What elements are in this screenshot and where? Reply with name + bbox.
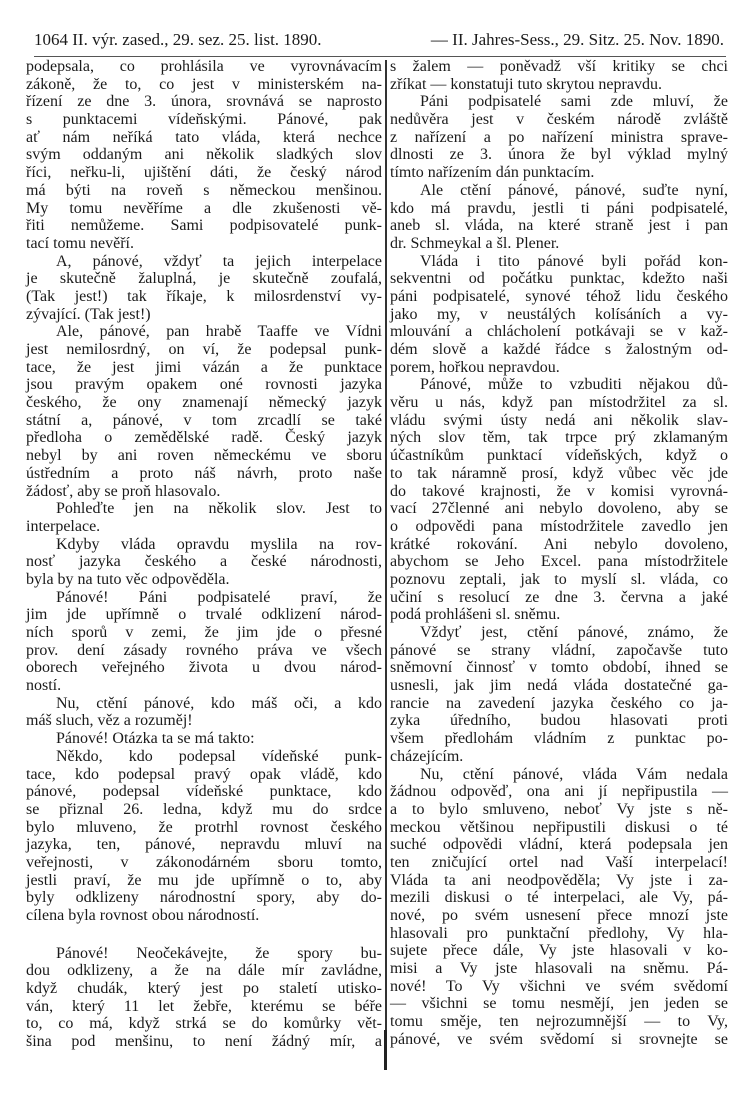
text-line: cílena byla rovnost obou národností. <box>26 907 260 924</box>
text-line: zříkat — konstatuji tuto skrytou nepravdu. <box>390 75 662 93</box>
text-line: ať nám neříká tato vláda, která nechce <box>26 128 382 146</box>
text-line: poznovu zeptali, jak to myslí sl. vláda, co <box>390 570 728 588</box>
text-line: Pánové! Otázka ta se má takto: <box>56 730 255 748</box>
text-line: kdo má pravdu, jestli ti páni podpisatelé, <box>390 199 728 217</box>
text-line: říci, neřku-li, ujištění dáti, že český národ <box>26 164 382 182</box>
text-line: Pohleďte jen na několik slov. Jest to <box>56 500 382 518</box>
text-line: oborech veřejného života u dvou národ- <box>26 659 382 677</box>
text-line: nedůvěra jest v českém národě zvláště <box>390 111 728 129</box>
text-line: Kdyby vláda opravdu myslila na rov- <box>56 535 382 553</box>
text-line: A, pánové, vždyť ta jejich interpelace <box>56 252 382 270</box>
text-line: se přiznal 26. ledna, když mu do srdce <box>26 800 382 818</box>
text-line: předloha o zemědělské radě. Český jazyk <box>26 429 382 447</box>
text-line: ten zničující ortel nad Vaší interpelací! <box>390 853 728 871</box>
text-line: vací 27členné ani nebylo dovoleno, aby se <box>390 500 728 518</box>
text-line: Ale, pánové, pan hrabě Taaffe ve Vídni <box>56 323 382 341</box>
text-line: nové! To Vy všichni ve svém svědomí <box>390 977 728 995</box>
text-line: máš sluch, věz a rozuměj! <box>26 712 193 730</box>
paragraph <box>26 253 382 324</box>
text-line: s žalem — poněvadž vší kritiky se chci <box>390 58 728 75</box>
text-line: nebyl by ani roven německému ve sboru <box>26 447 382 465</box>
text-line: misi a Vy jste hlasovali na sněmu. Pá- <box>390 960 728 978</box>
text-line: Někdo, kdo podepsal vídeňské punk- <box>56 747 382 765</box>
text-line: dou odklizeny, a že na dále mír zavládne, <box>26 962 382 980</box>
text-line: páni podpisatelé, synové téhož lidu českého <box>390 287 728 305</box>
paragraph <box>390 376 728 624</box>
text-line: když chudák, který jest po staletí utisko- <box>26 980 382 998</box>
text-line: Ale ctění pánové, pánové, suďte nyní, <box>420 181 728 199</box>
text-line: jest nemilosrdný, on ví, že podepsal punk- <box>26 341 382 358</box>
text-line: byla by na tuto věc odpověděla. <box>26 570 230 588</box>
paragraph <box>26 589 382 695</box>
text-line: mlouvání a chlácholení potkávaji se v kaž- <box>390 323 728 341</box>
text-line: zákoně, že to, co jest v ministerském na- <box>26 75 382 93</box>
text-line: Pánové! Páni podpisatelé praví, že <box>56 588 382 606</box>
text-line: dr. Schmeykal a šl. Plener. <box>390 234 560 252</box>
text-line: byly odklizeny národnostní spory, aby do- <box>26 889 382 907</box>
text-line: s punktacemi vídeňskými. Pánové, pak <box>26 111 382 129</box>
text-line: mezili diskusi o té interpelaci, ale Vy, pá- <box>390 889 728 907</box>
text-line: státní a, pánové, v tom zrcadlí se také <box>26 411 382 429</box>
text-line: řiti nemůžeme. Sami podpisovatelé punk- <box>26 217 382 235</box>
text-line: tace, kdo podepsal pravý opak vládě, kdo <box>26 765 382 783</box>
text-line: jazyka, ten, pánové, nepravdu mluví na <box>26 836 382 854</box>
text-line: cházejícím. <box>390 747 464 765</box>
paragraph <box>26 323 382 500</box>
text-line: aneb sl. vláda, na které straně jest i pan <box>390 217 728 235</box>
text-line: sekventni od počátku punktac, kdežto naši <box>390 270 728 288</box>
paragraph <box>390 58 728 93</box>
paragraph <box>26 695 382 730</box>
text-line: tace, že jest jimi vázán a že punktace <box>26 358 382 376</box>
text-line: nosť jazyka českého a české národnosti, <box>26 553 382 571</box>
text-line: krátké rokování. Ani nebylo dovoleno, <box>390 535 728 553</box>
text-line: Pánové! Neočekávejte, že spory bu- <box>56 944 382 962</box>
text-line: pánové se strany vládní, započavše tuto <box>390 641 728 659</box>
text-line: dém slově a každé řádce s žalostným od- <box>390 341 728 358</box>
column-divider <box>385 60 387 1060</box>
text-line: to, co má, když strká se do komůrky vět- <box>26 1015 382 1033</box>
text-line: řízení ze dne 3. února, srovnává se naprosto <box>26 93 382 111</box>
text-line: Vždyť jest, ctění pánové, známo, že <box>420 624 728 641</box>
text-line: podepsala, co prohlásila ve vyrovnávacím <box>26 58 382 75</box>
text-line: jestli praví, že mu jde upřímně o to, aby <box>26 871 382 889</box>
paragraph <box>390 253 728 377</box>
right-column <box>390 58 728 1049</box>
text-line: ností. <box>26 677 62 695</box>
text-line: rancie na zavedení jazyka českého co ja- <box>390 694 728 712</box>
text-line: žádnou odpověď, ona ani jí nepřipustila — <box>390 783 728 801</box>
text-line: (Tak jest!) tak říkaje, k milosrdenství vy- <box>26 287 382 305</box>
paragraph <box>390 766 728 1049</box>
text-line: hlasovali pro punktační předlohy, Vy hla- <box>390 924 728 942</box>
text-line: účastníkům punktací vídeňských, když o <box>390 447 728 465</box>
text-line: jim jde upřímně o trvalé odklizení národ- <box>26 606 382 624</box>
text-line: věru u nás, když pan místodržitel za sl. <box>390 394 728 412</box>
paragraph <box>390 93 728 181</box>
column-divider-mark <box>384 1030 387 1070</box>
header-czech: 1064 II. výr. zased., 29. sez. 25. list. 1890. <box>34 30 322 49</box>
text-line: prov. dení zásady rovného práva ve všech <box>26 641 382 659</box>
text-line: do takové krajnosti, že v komisi vyrovná- <box>390 482 728 500</box>
text-line: meckou většinou nepřipustili diskusi o té <box>390 818 728 836</box>
text-line: Vláda ta ani neodpověděla; Vy jste i za- <box>390 871 728 889</box>
paragraph <box>26 536 382 589</box>
text-line: podá prohlášeni sl. sněmu. <box>390 606 561 624</box>
text-line: jako my, v neustálých kolísáních a vy- <box>390 305 728 323</box>
text-line: ústředním a proto náš návrh, proto naše <box>26 464 382 482</box>
text-line: dlnosti ze 3. února že byl výklad mylný <box>390 146 728 164</box>
text-line: ván, který 11 let žebře, kterému se béře <box>26 997 382 1015</box>
paragraph <box>390 182 728 253</box>
text-line: Nu, ctění pánové, kdo máš oči, a kdo <box>56 694 382 712</box>
text-line: svým oddaným ani několik sladkých slov <box>26 146 382 164</box>
paragraph <box>26 500 382 535</box>
text-line: Nu, ctění pánové, vláda Vám nedala <box>420 765 728 783</box>
header-rule <box>34 56 726 57</box>
text-line: má býti na roveň s německou menšinou. <box>26 181 382 199</box>
text-line: zyka úředního, budou hlasovati proti <box>390 712 728 730</box>
text-line: učiní s resolucí ze dne 3. června a jaké <box>390 588 728 606</box>
paragraph <box>26 730 382 748</box>
text-line: suché odpovědi vládní, která podepsala jen <box>390 836 728 854</box>
text-line: veřejnosti, v zákonodárném sboru tomto, <box>26 853 382 871</box>
text-line: a to bylo smluveno, neboť Vy jste s ně- <box>390 800 728 818</box>
text-line: usnesli, jak jim nedá vláda dostatečné ga- <box>390 677 728 695</box>
text-line: Páni podpisatelé sami zde mluví, že <box>420 93 728 111</box>
text-line: ných slov těm, tak trpce prý zklamaným <box>390 429 728 447</box>
text-line: — všichni se tomu nesmějí, jen jeden se <box>390 995 728 1013</box>
text-line: o odpovědi pana místodržitele zavedlo jen <box>390 517 728 535</box>
text-line: interpelace. <box>26 517 101 535</box>
text-line: abychom se Jeho Excel. pana místodržitele <box>390 553 728 571</box>
text-line: My tomu nevěříme a dle zkušenosti vě- <box>26 199 382 217</box>
text-line: sujete přece dále, Vy jste hlasovali v ko- <box>390 942 728 960</box>
running-header <box>34 30 724 50</box>
text-line: pánové, ve svém svědomí si srovnejte se <box>390 1030 728 1048</box>
paragraph <box>26 58 382 253</box>
text-line: tací tomu nevěří. <box>26 234 134 252</box>
paragraph <box>26 748 382 925</box>
text-line: všem předlohám vládním z punktac po- <box>390 730 728 748</box>
left-column <box>26 58 382 1051</box>
text-line: z nařízení a po nařízení ministra sprave- <box>390 128 728 146</box>
text-line: nové, po svém usnesení přece mnozí jste <box>390 907 728 924</box>
text-line: tímto nařízením dán punktacím. <box>390 164 595 182</box>
text-line: sněmovní činnosť v tomto období, ihned se <box>390 659 728 677</box>
text-line: bylo mluveno, že protrhl rovnost českého <box>26 818 382 836</box>
text-line: to tak náramně prosí, když vůbec věc jde <box>390 464 728 482</box>
paragraph <box>26 945 382 1051</box>
text-line: žádosť, aby se proň hlasovalo. <box>26 482 221 500</box>
text-line: pánové, podepsal vídeňské punktace, kdo <box>26 783 382 801</box>
text-line: porem, hořkou nepravdou. <box>390 358 560 376</box>
text-line: Pánové, může to vzbuditi nějakou dů- <box>420 376 728 394</box>
paragraph <box>390 624 728 766</box>
header-german: — II. Jahres-Sess., 29. Sitz. 25. Nov. 1890. <box>430 30 724 49</box>
text-line: tomu směje, ten nejrozumnější — to Vy, <box>390 1013 728 1031</box>
text-line: jsou pravým opakem oné rovnosti jazyka <box>26 376 382 394</box>
text-line: ních sporů v zemi, že jim jde o přesné <box>26 624 382 641</box>
text-line: zývající. (Tak jest!) <box>26 305 151 323</box>
text-line: vládu svými ústy nedá ani několik slav- <box>390 411 728 429</box>
text-line: je skutečně žaluplná, je skutečně zoufalá, <box>26 270 382 288</box>
text-line: českého, že ony znamenají německý jazyk <box>26 394 382 412</box>
text-line: Vláda i tito pánové byli pořád kon- <box>420 252 728 270</box>
text-line: šina pod menšinu, to není žádný mír, a <box>26 1033 382 1051</box>
